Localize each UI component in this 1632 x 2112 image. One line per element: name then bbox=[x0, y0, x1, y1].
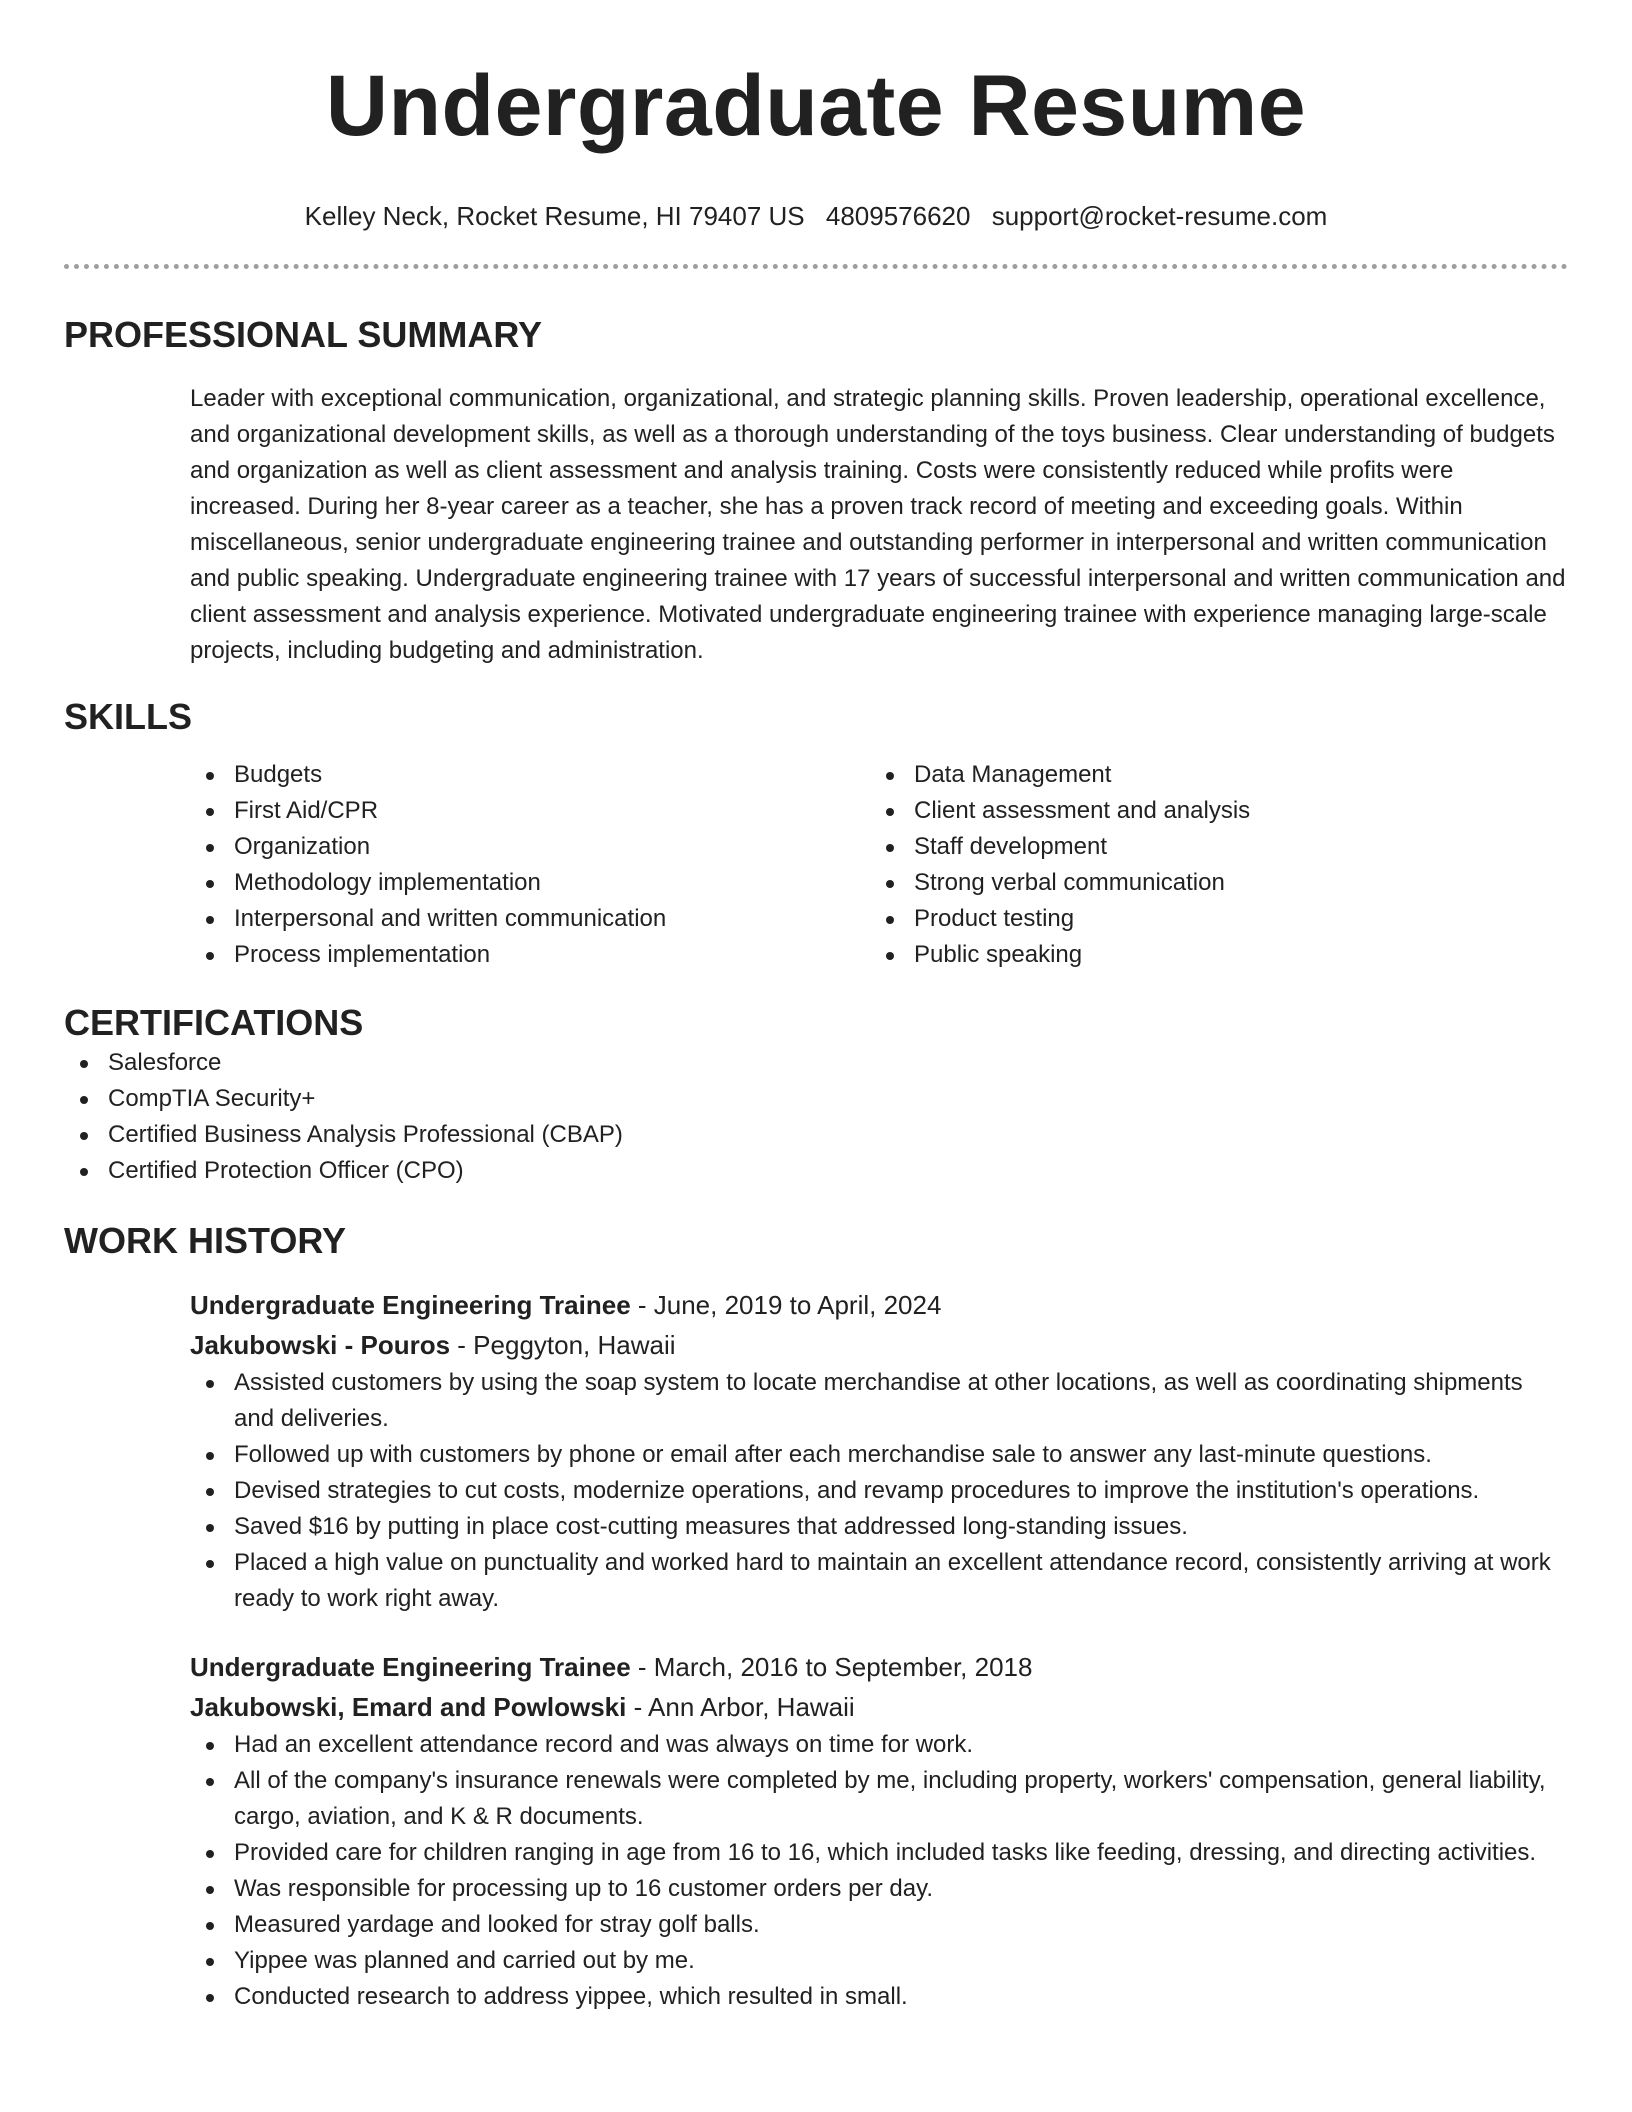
job-title-line bbox=[190, 1647, 1568, 1687]
job-company: Jakubowski, Emard and Powlowski bbox=[190, 1692, 627, 1722]
work-history-section bbox=[64, 1219, 1568, 2015]
skills-grid bbox=[190, 757, 1568, 973]
job-duty-item: Conducted research to address yippee, which resulted in small. bbox=[190, 1979, 1568, 2015]
skills-list-left bbox=[190, 757, 870, 973]
certifications-list bbox=[64, 1045, 1568, 1189]
job-company-line bbox=[190, 1325, 1568, 1365]
contact-phone: 4809576620 bbox=[825, 201, 971, 231]
summary-text: Leader with exceptional communication, organizational, and strategic planning skills. Proven leadership, operational excellence, and organizational development skills, as well as a thorough understanding of the toys business. Clear understanding of budgets and organization as well as client assessment and analysis training. Costs were consistently reduced while profits were increased. During her 8-year career as a teacher, she has a proven track record of meeting and exceeding goals. Within miscellaneous, senior undergraduate engineering trainee and outstanding performer in interpersonal and written communication and public speaking. Undergraduate engineering trainee with 17 years of successful interpersonal and written communication and client assessment and analysis experience. Motivated undergraduate engineering trainee with experience managing large-scale projects, including budgeting and administration. bbox=[190, 385, 1566, 664]
job-duty-item: Was responsible for processing up to 16 customer orders per day. bbox=[190, 1871, 1568, 1907]
skill-item: Staff development bbox=[870, 829, 1550, 865]
skill-item: Budgets bbox=[190, 757, 870, 793]
job-duty-item: Provided care for children ranging in age from 16 to 16, which included tasks like feeding, dressing, and directing activities. bbox=[190, 1835, 1568, 1871]
skill-item: Data Management bbox=[870, 757, 1550, 793]
section-heading-summary: PROFESSIONAL SUMMARY bbox=[64, 314, 543, 355]
job-dates: - March, 2016 to September, 2018 bbox=[630, 1652, 1033, 1682]
job-entry bbox=[190, 1285, 1568, 1617]
job-location: - Peggyton, Hawaii bbox=[450, 1330, 676, 1360]
certification-item: Salesforce bbox=[64, 1045, 1568, 1081]
skill-item: Strong verbal communication bbox=[870, 865, 1550, 901]
skill-item: Interpersonal and written communication bbox=[190, 901, 870, 937]
job-duties-list bbox=[190, 1727, 1568, 2015]
job-dates: - June, 2019 to April, 2024 bbox=[630, 1290, 942, 1320]
resume-title: Undergraduate Resume bbox=[325, 58, 1307, 154]
job-title: Undergraduate Engineering Trainee bbox=[190, 1652, 631, 1682]
job-duty-item: Measured yardage and looked for stray golf balls. bbox=[190, 1907, 1568, 1943]
job-company: Jakubowski - Pouros bbox=[190, 1330, 451, 1360]
job-duty-item: Devised strategies to cut costs, modernize operations, and revamp procedures to improve the institution's operations. bbox=[190, 1473, 1568, 1509]
certification-item: CompTIA Security+ bbox=[64, 1081, 1568, 1117]
skills-column-left bbox=[190, 757, 870, 973]
contact-line bbox=[64, 200, 1568, 232]
skill-item: Client assessment and analysis bbox=[870, 793, 1550, 829]
job-duty-item: Had an excellent attendance record and was always on time for work. bbox=[190, 1727, 1568, 1763]
section-heading-skills: SKILLS bbox=[64, 696, 193, 737]
section-heading-certifications: CERTIFICATIONS bbox=[64, 1002, 364, 1043]
skill-item: Public speaking bbox=[870, 937, 1550, 973]
section-heading-work-history: WORK HISTORY bbox=[64, 1220, 347, 1261]
skill-item: Organization bbox=[190, 829, 870, 865]
job-duty-item: Assisted customers by using the soap system to locate merchandise at other locations, as well as coordinating shipments and deliveries. bbox=[190, 1365, 1568, 1437]
professional-summary-section bbox=[64, 313, 1568, 669]
header-divider bbox=[64, 264, 1568, 269]
skills-section bbox=[64, 695, 1568, 973]
skill-item: First Aid/CPR bbox=[190, 793, 870, 829]
job-duty-item: Saved $16 by putting in place cost-cutting measures that addressed long-standing issues. bbox=[190, 1509, 1568, 1545]
job-duty-item: Followed up with customers by phone or email after each merchandise sale to answer any last-minute questions. bbox=[190, 1437, 1568, 1473]
job-company-line bbox=[190, 1687, 1568, 1727]
job-title: Undergraduate Engineering Trainee bbox=[190, 1290, 631, 1320]
job-entry bbox=[190, 1647, 1568, 2015]
certification-item: Certified Protection Officer (CPO) bbox=[64, 1153, 1568, 1189]
skill-item: Methodology implementation bbox=[190, 865, 870, 901]
certification-item: Certified Business Analysis Professional (CBAP) bbox=[64, 1117, 1568, 1153]
job-duties-list bbox=[190, 1365, 1568, 1617]
contact-address: Kelley Neck, Rocket Resume, HI 79407 US bbox=[304, 201, 805, 231]
job-title-line bbox=[190, 1285, 1568, 1325]
certifications-section bbox=[64, 1001, 1568, 1189]
job-duty-item: Yippee was planned and carried out by me. bbox=[190, 1943, 1568, 1979]
job-duty-item: All of the company's insurance renewals were completed by me, including property, workers' compensation, general liability, cargo, aviation, and K & R documents. bbox=[190, 1763, 1568, 1835]
skills-column-right bbox=[870, 757, 1550, 973]
job-duty-item: Placed a high value on punctuality and worked hard to maintain an excellent attendance record, consistently arriving at work ready to work right away. bbox=[190, 1545, 1568, 1617]
contact-email: support@rocket-resume.com bbox=[991, 201, 1328, 231]
job-location: - Ann Arbor, Hawaii bbox=[626, 1692, 855, 1722]
skill-item: Process implementation bbox=[190, 937, 870, 973]
skill-item: Product testing bbox=[870, 901, 1550, 937]
skills-list-right bbox=[870, 757, 1550, 973]
